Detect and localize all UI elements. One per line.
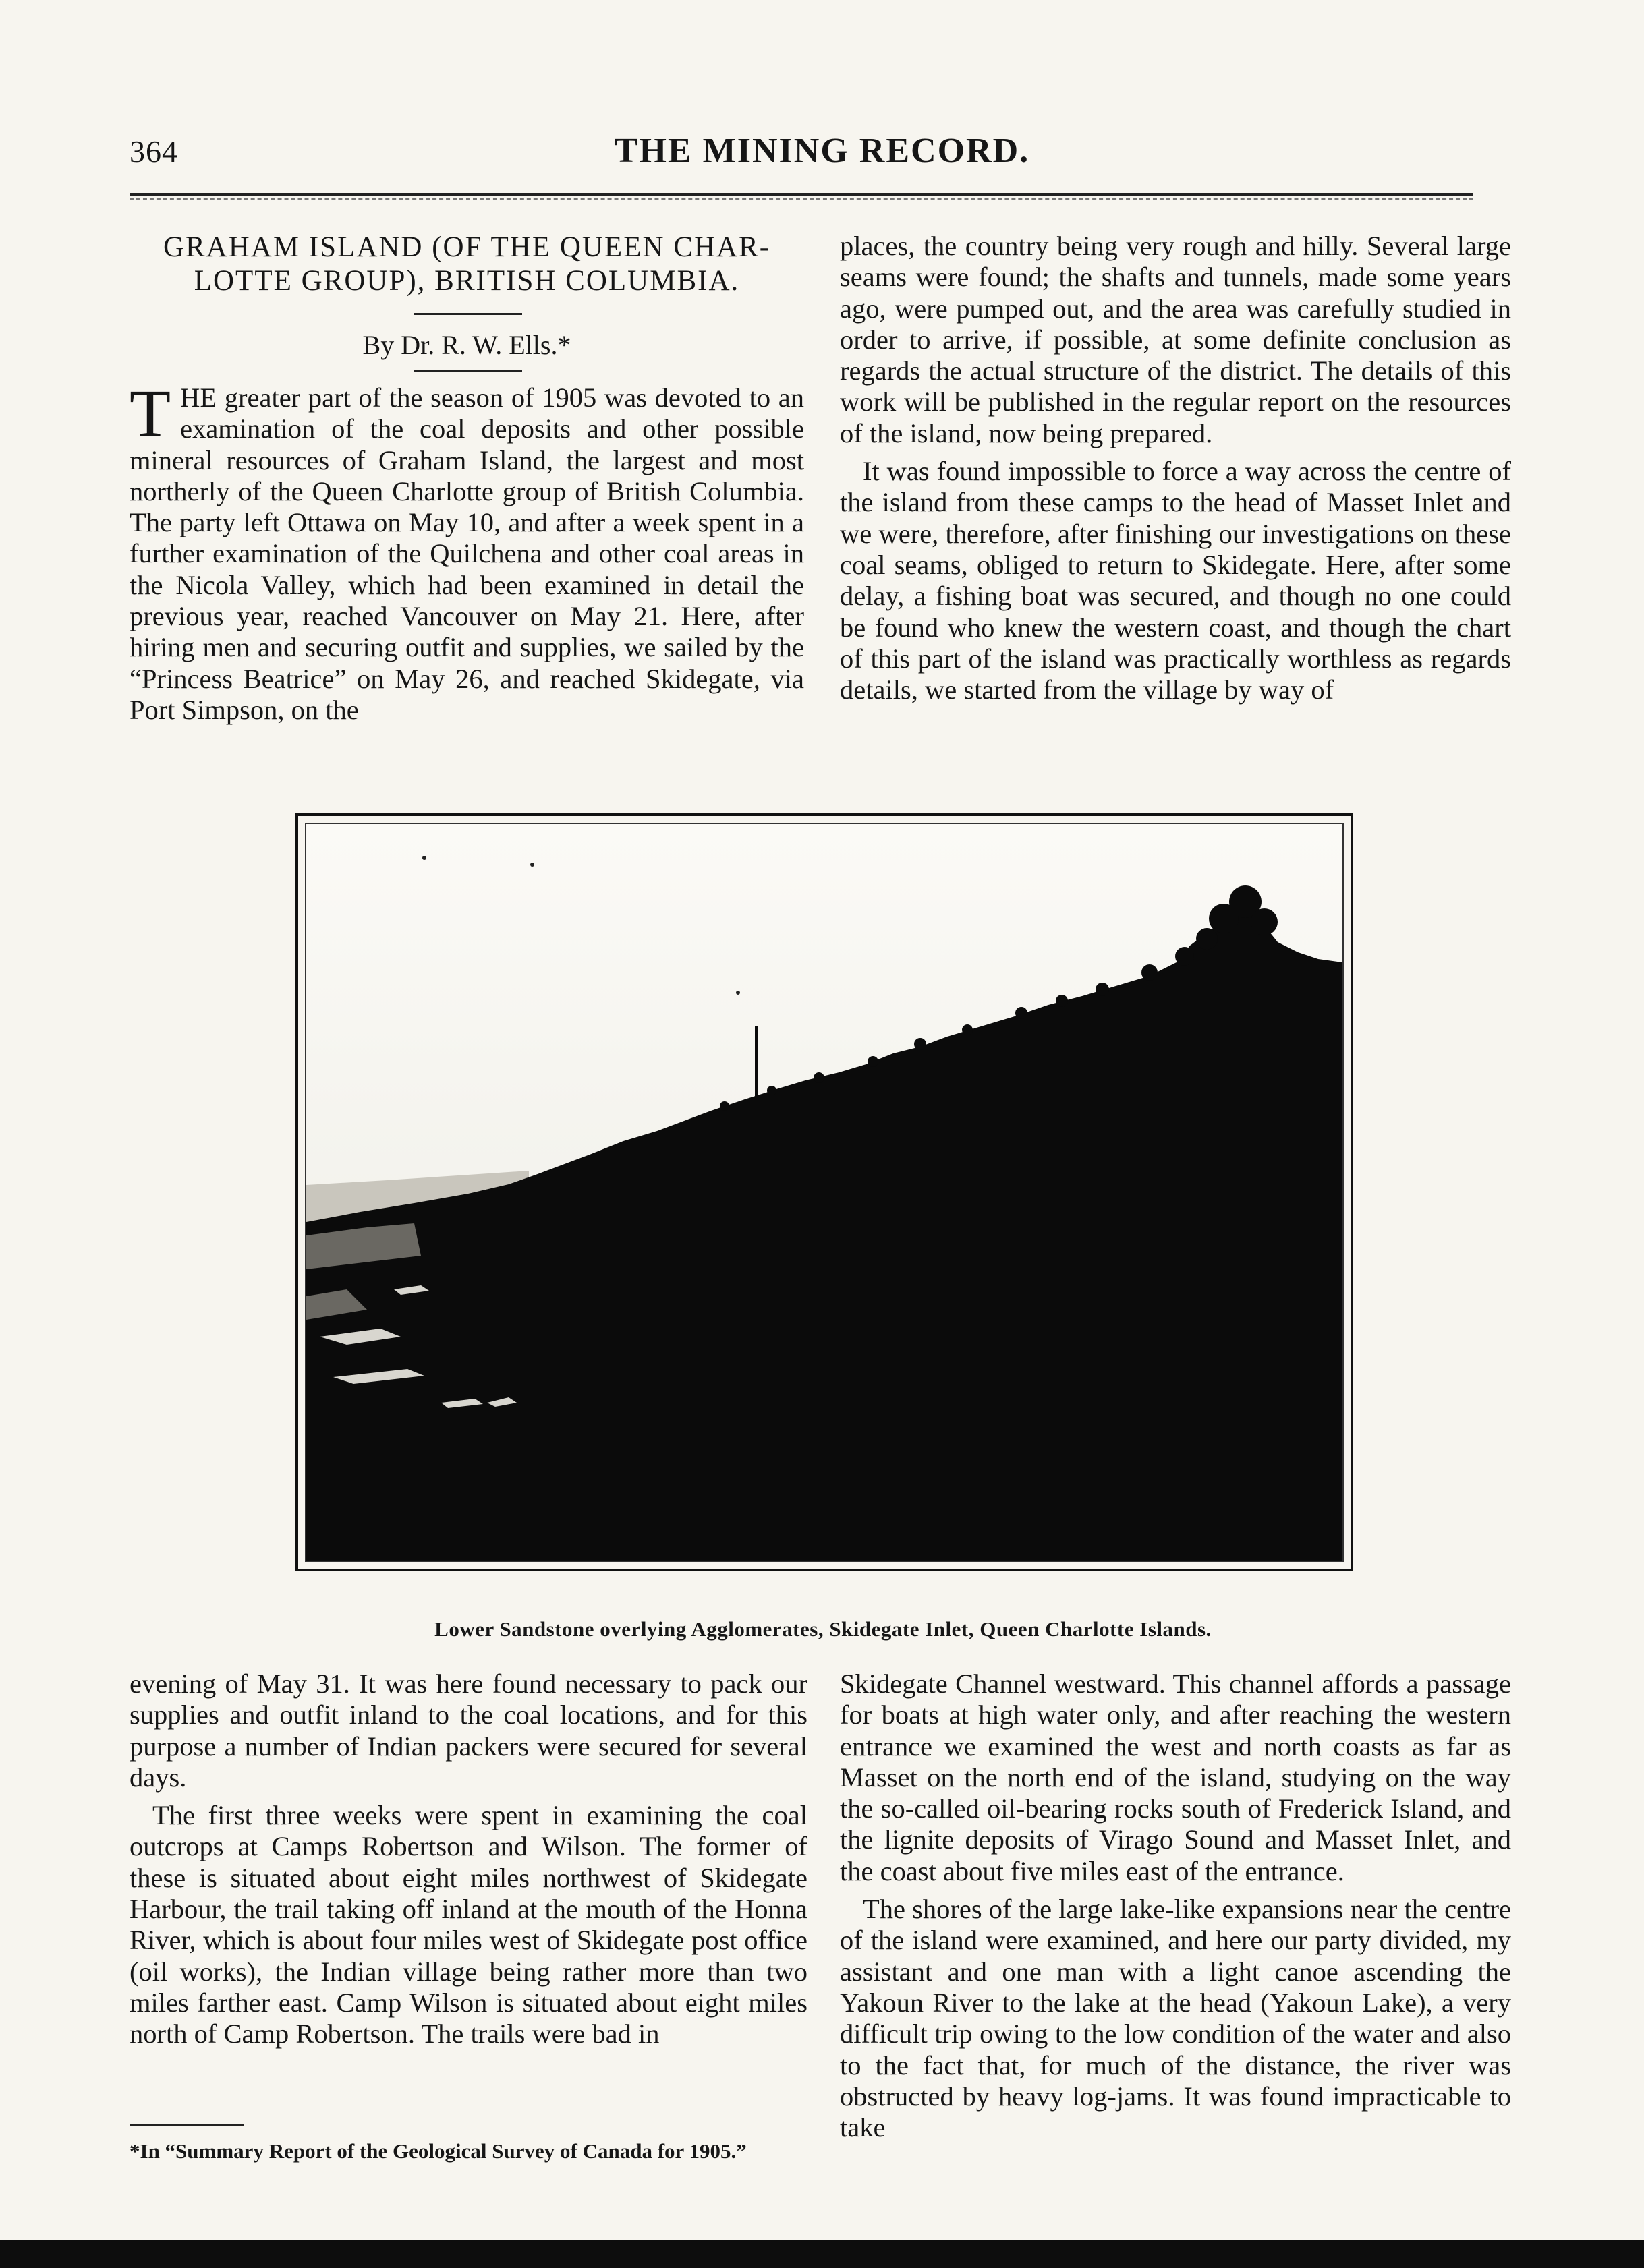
article-title-line-1: GRAHAM ISLAND (OF THE QUEEN CHAR- — [163, 231, 771, 263]
page-number: 364 — [130, 134, 178, 169]
left-column-top — [130, 376, 804, 726]
right-column-bottom — [840, 1668, 1511, 2143]
header-rule-dashed — [130, 198, 1473, 200]
paragraph: The shores of the large lake-like expansions near the centre of the island were examined, and here our party divided, my assistant and one man with a light canoe ascending the Yakoun River to the lake at the head (Yakoun Lake), a very difficult trip owing to the low condition of the water and also to the fact that, for much of the distance, the river was obstructed by heavy log-jams. It was found impracticable to take — [840, 1894, 1511, 2143]
byline: By Dr. R. W. Ells.* — [362, 330, 571, 360]
footnote-rule — [130, 2124, 244, 2126]
drop-cap: T — [130, 376, 171, 450]
paragraph: places, the country being very rough and hilly. Several large seams were found; the shafts and tunnels, made some years ago, were pumped out, and the area was carefully studied in order to arrive, if possible, at some definite conclusion as regards the actual structure of the district. The details of this work will be published in the regular report on the resources of the island, now being prepared. — [840, 231, 1511, 448]
scan-edge-band — [0, 2240, 1644, 2268]
intro-paragraph-text: HE greater part of the season of 1905 was devoted to an examination of the coal deposits and other possible mineral resources of Graham Island, the largest and most northerly of the Queen Charlotte group of British Columbia. The party left Ottawa on May 10, and after a week spent in a further examination of the Quilchena and other coal areas in the Nicola Valley, which had been examined in detail the previous year, reached Vancouver on May 21. Here, after hiring men and securing outfit and supplies, we sailed by the “Princess Beatrice” on May 26, and reached Skidegate, via Port Simpson, on the — [130, 382, 804, 725]
paragraph: evening of May 31. It was here found necessary to pack our supplies and outfit inland to the coal locations, and for this purpose a number of Indian packers were secured for several days. — [130, 1668, 807, 1793]
intro-paragraph — [130, 376, 804, 726]
paragraph: It was found impossible to force a way across the centre of the island from these camps to the head of Masset Inlet and we were, therefore, after finishing our investigations on these coal seams, obliged to return to Skidegate. Here, after some delay, a fishing boat was secured, and though no one could be found who knew the western coast, and though the chart of this part of the island was practically worthless as regards details, we started from the village by way of — [840, 456, 1511, 705]
footnote: *In “Summary Report of the Geological Survey of Canada for 1905.” — [130, 2139, 747, 2163]
byline-rule — [414, 370, 522, 372]
paragraph: The first three weeks were spent in examining the coal outcrops at Camps Robertson and Wilson. The former of these is situated about eight miles northwest of Skidegate Harbour, the trail taking off inland at the mouth of the Honna River, which is about four miles west of Skidegate post office (oil works), the Indian village being rather more than two miles farther east. Camp Wilson is situated about eight miles north of Camp Robertson. The trails were bad in — [130, 1800, 807, 2049]
article-title — [130, 231, 804, 298]
article-title-line-2: LOTTE GROUP), BRITISH COLUMBIA. — [194, 265, 740, 297]
header-rule — [130, 193, 1473, 196]
right-column-top — [840, 231, 1511, 705]
photograph-frame — [295, 813, 1353, 1571]
title-rule — [414, 313, 522, 315]
running-title: THE MINING RECORD. — [614, 132, 1030, 170]
landscape-photograph — [305, 823, 1344, 1562]
figure-caption: Lower Sandstone overlying Agglomerates, Skidegate Inlet, Queen Charlotte Islands. — [434, 1617, 1212, 1641]
paragraph: Skidegate Channel westward. This channel affords a passage for boats at high water only, and after reaching the western entrance we examined the west and north coasts as far as Masset on the north end of the island, studying on the way the so-called oil-bearing rocks south of Frederick Island, and the lignite deposits of Virago Sound and Masset Inlet, and the coast about five miles east of the entrance. — [840, 1668, 1511, 1886]
left-column-bottom — [130, 1668, 807, 2050]
